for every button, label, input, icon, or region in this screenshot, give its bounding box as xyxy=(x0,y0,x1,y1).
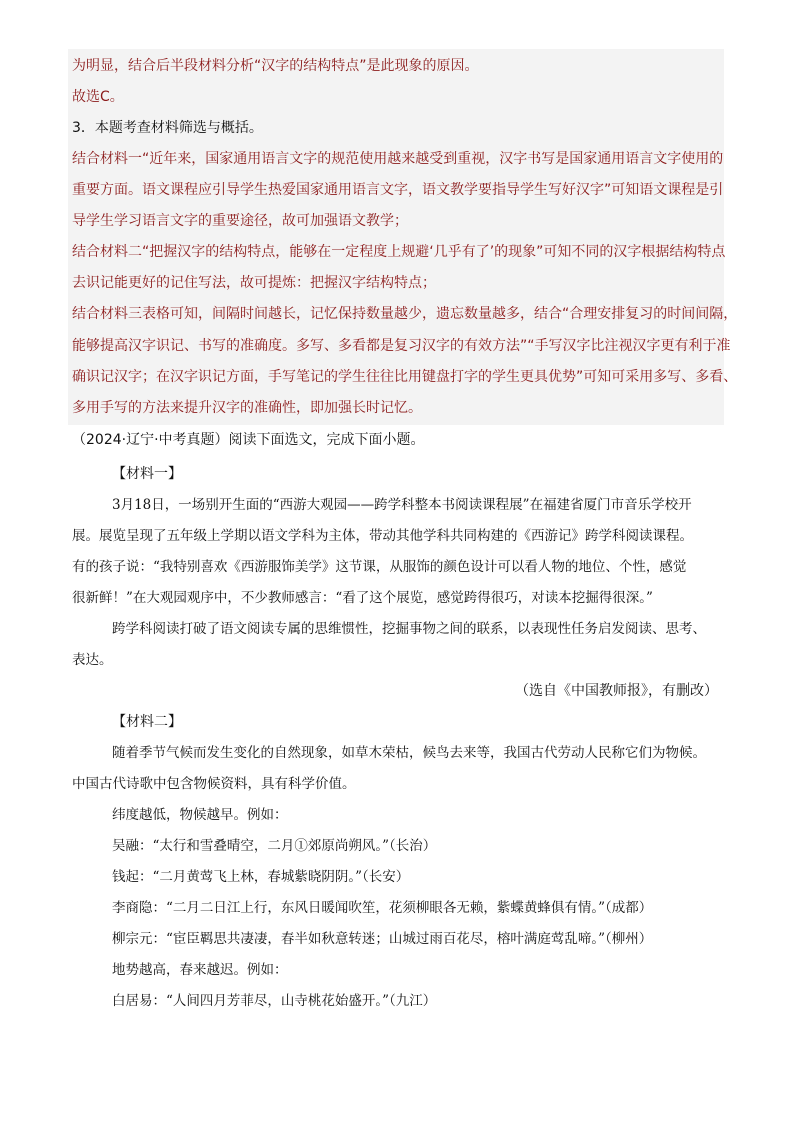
material2-line: 李商隐：“二月二日江上行，东风日暖闻吹笙，花须柳眼各无赖，紫蝶黄蜂俱有情。”（成都） xyxy=(112,900,653,916)
answer-line: 导学生学习语言文字的重要途径，故可加强语文教学； xyxy=(72,213,408,229)
material2-line: 柳宗元：“宦臣羁思共凄凄，春半如秋意转迷；山城过雨百花尽，榕叶满庭莺乱啼。”（柳州） xyxy=(112,931,653,947)
material1-line: 展。展览呈现了五年级上学期以语文学科为主体，带动其他学科共同构建的《西游记》跨学科阅读课程。 xyxy=(72,528,693,544)
answer-line: 多用手写的方法来提升汉字的准确性，即加强长时记忆。 xyxy=(72,400,422,416)
material1-line: 很新鲜！”在大观园观序中，不少教师感言：“看了这个展览，感觉跨得很巧，对读本挖掘得很深。” xyxy=(72,590,653,606)
material1-line: 表达。 xyxy=(72,652,113,668)
material2-line: 钱起：“二月黄莺飞上林，春城紫晓阴阴。”（长安） xyxy=(112,869,410,885)
material2-line: 中国古代诗歌中包含物候资料，具有科学价值。 xyxy=(72,776,356,792)
answer-line: 结合材料三表格可知，间隔时间越长，记忆保持数量越少，遗忘数量越多，结合“合理安排复习的时间间隔， xyxy=(72,306,738,322)
answer-line: 结合材料二“把握汉字的结构特点，能够在一定程度上规避‘几乎有了’的现象”可知不同的汉字根据结构特点 xyxy=(72,244,726,260)
answer-line: 故选C。 xyxy=(72,89,124,105)
material1-source: （选自《中国教师报》，有删改） xyxy=(515,683,718,699)
material1-heading: 【材料一】 xyxy=(112,466,182,482)
material2-line: 地势越高，春来越迟。例如： xyxy=(112,962,288,978)
answer-line: 能够提高汉字识记、书写的准确度。多写、多看都是复习汉字的有效方法”“手写汉字比注视汉字更有利于准 xyxy=(72,338,731,354)
answer-line: 重要方面。语文课程应引导学生热爱国家通用语言文字，语文教学要指导学生写好汉字”可知语文课程是引 xyxy=(72,182,724,198)
material1-line: 有的孩子说：“我特别喜欢《西游服饰美学》这节课，从服饰的颜色设计可以看人物的地位、个性，感觉 xyxy=(72,559,687,575)
material2-line: 纬度越低，物候越早。例如： xyxy=(112,807,288,823)
material2-line: 白居易：“人间四月芳菲尽，山寺桃花始盛开。”（九江） xyxy=(112,993,437,1009)
material1-line: 3月18日，一场别开生面的“西游大观园——跨学科整本书阅读课程展”在福建省厦门市音乐学校开 xyxy=(112,497,692,513)
answer-line: 去识记能更好的记住写法，故可提炼：把握汉字结构特点； xyxy=(72,275,436,291)
material2-line: 吴融：“太行和雪叠晴空，二月①郊原尚朔风。”（长治） xyxy=(112,838,437,854)
material1-line: 跨学科阅读打破了语文阅读专属的思维惯性，挖掘事物之间的联系，以表现性任务启发阅读、思考、 xyxy=(112,621,706,637)
material2-line: 随着季节气候而发生变化的自然现象，如草木荣枯，候鸟去来等，我国古代劳动人民称它们为物候。 xyxy=(112,745,706,761)
answer-line: 3．本题考查材料筛选与概括。 xyxy=(72,120,263,136)
answer-line: 为明显，结合后半段材料分析“汉字的结构特点”是此现象的原因。 xyxy=(72,58,479,74)
material2-heading: 【材料二】 xyxy=(112,714,182,730)
answer-line: 确识记汉字；在汉字识记方面，手写笔记的学生往往比用键盘打字的学生更具优势”可知可采用多写、多看、 xyxy=(72,369,738,385)
question-source: （2024·辽宁·中考真题）阅读下面选文，完成下面小题。 xyxy=(72,432,425,448)
answer-line: 结合材料一“近年来，国家通用语言文字的规范使用越来越受到重视，汉字书写是国家通用语言文字使用的 xyxy=(72,151,724,167)
